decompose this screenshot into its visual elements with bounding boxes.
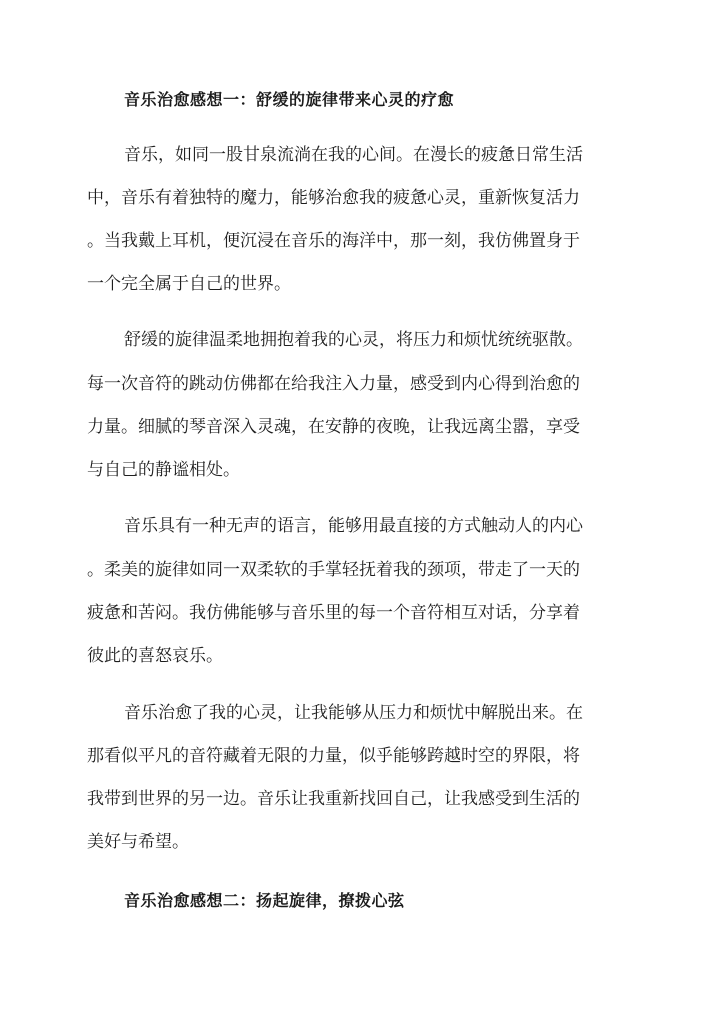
text-line: 那看似平凡的音符藏着无限的力量，似乎能够跨越时空的界限，将 [87,746,580,766]
text-line: 。当我戴上耳机，便沉浸在音乐的海洋中，那一刻，我仿佛置身于 [87,231,580,251]
section-heading: 音乐治愈感想二：扬起旋律，撩拨心弦 [124,891,405,910]
text-line: 美好与希望。 [87,832,189,852]
section-heading: 音乐治愈感想一：舒缓的旋律带来心灵的疗愈 [124,90,455,109]
text-line: 疲惫和苦闷。我仿佛能够与音乐里的每一个音符相互对话，分享着 [87,603,580,623]
text-line: 音乐具有一种无声的语言，能够用最直接的方式触动人的内心 [124,516,583,536]
text-line: 音乐，如同一股甘泉流淌在我的心间。在漫长的疲惫日常生活 [124,145,583,165]
text-line: 中，音乐有着独特的魔力，能够治愈我的疲惫心灵，重新恢复活力 [87,188,580,208]
text-line: 每一次音符的跳动仿佛都在给我注入力量，感受到内心得到治愈的 [87,374,580,394]
text-line: 一个完全属于自己的世界。 [87,274,291,294]
text-line: 与自己的静谧相处。 [87,460,240,480]
text-line: 力量。细腻的琴音深入灵魂，在安静的夜晚，让我远离尘嚣，享受 [87,417,580,437]
text-line: 我带到世界的另一边。音乐让我重新找回自己，让我感受到生活的 [87,789,580,809]
text-line: 音乐治愈了我的心灵，让我能够从压力和烦忧中解脱出来。在 [124,703,583,723]
text-line: 彼此的喜怒哀乐。 [87,646,223,666]
text-line: 舒缓的旋律温柔地拥抱着我的心灵，将压力和烦忧统统驱散。 [124,330,583,350]
text-line: 。柔美的旋律如同一双柔软的手掌轻抚着我的颈项，带走了一天的 [87,560,580,580]
